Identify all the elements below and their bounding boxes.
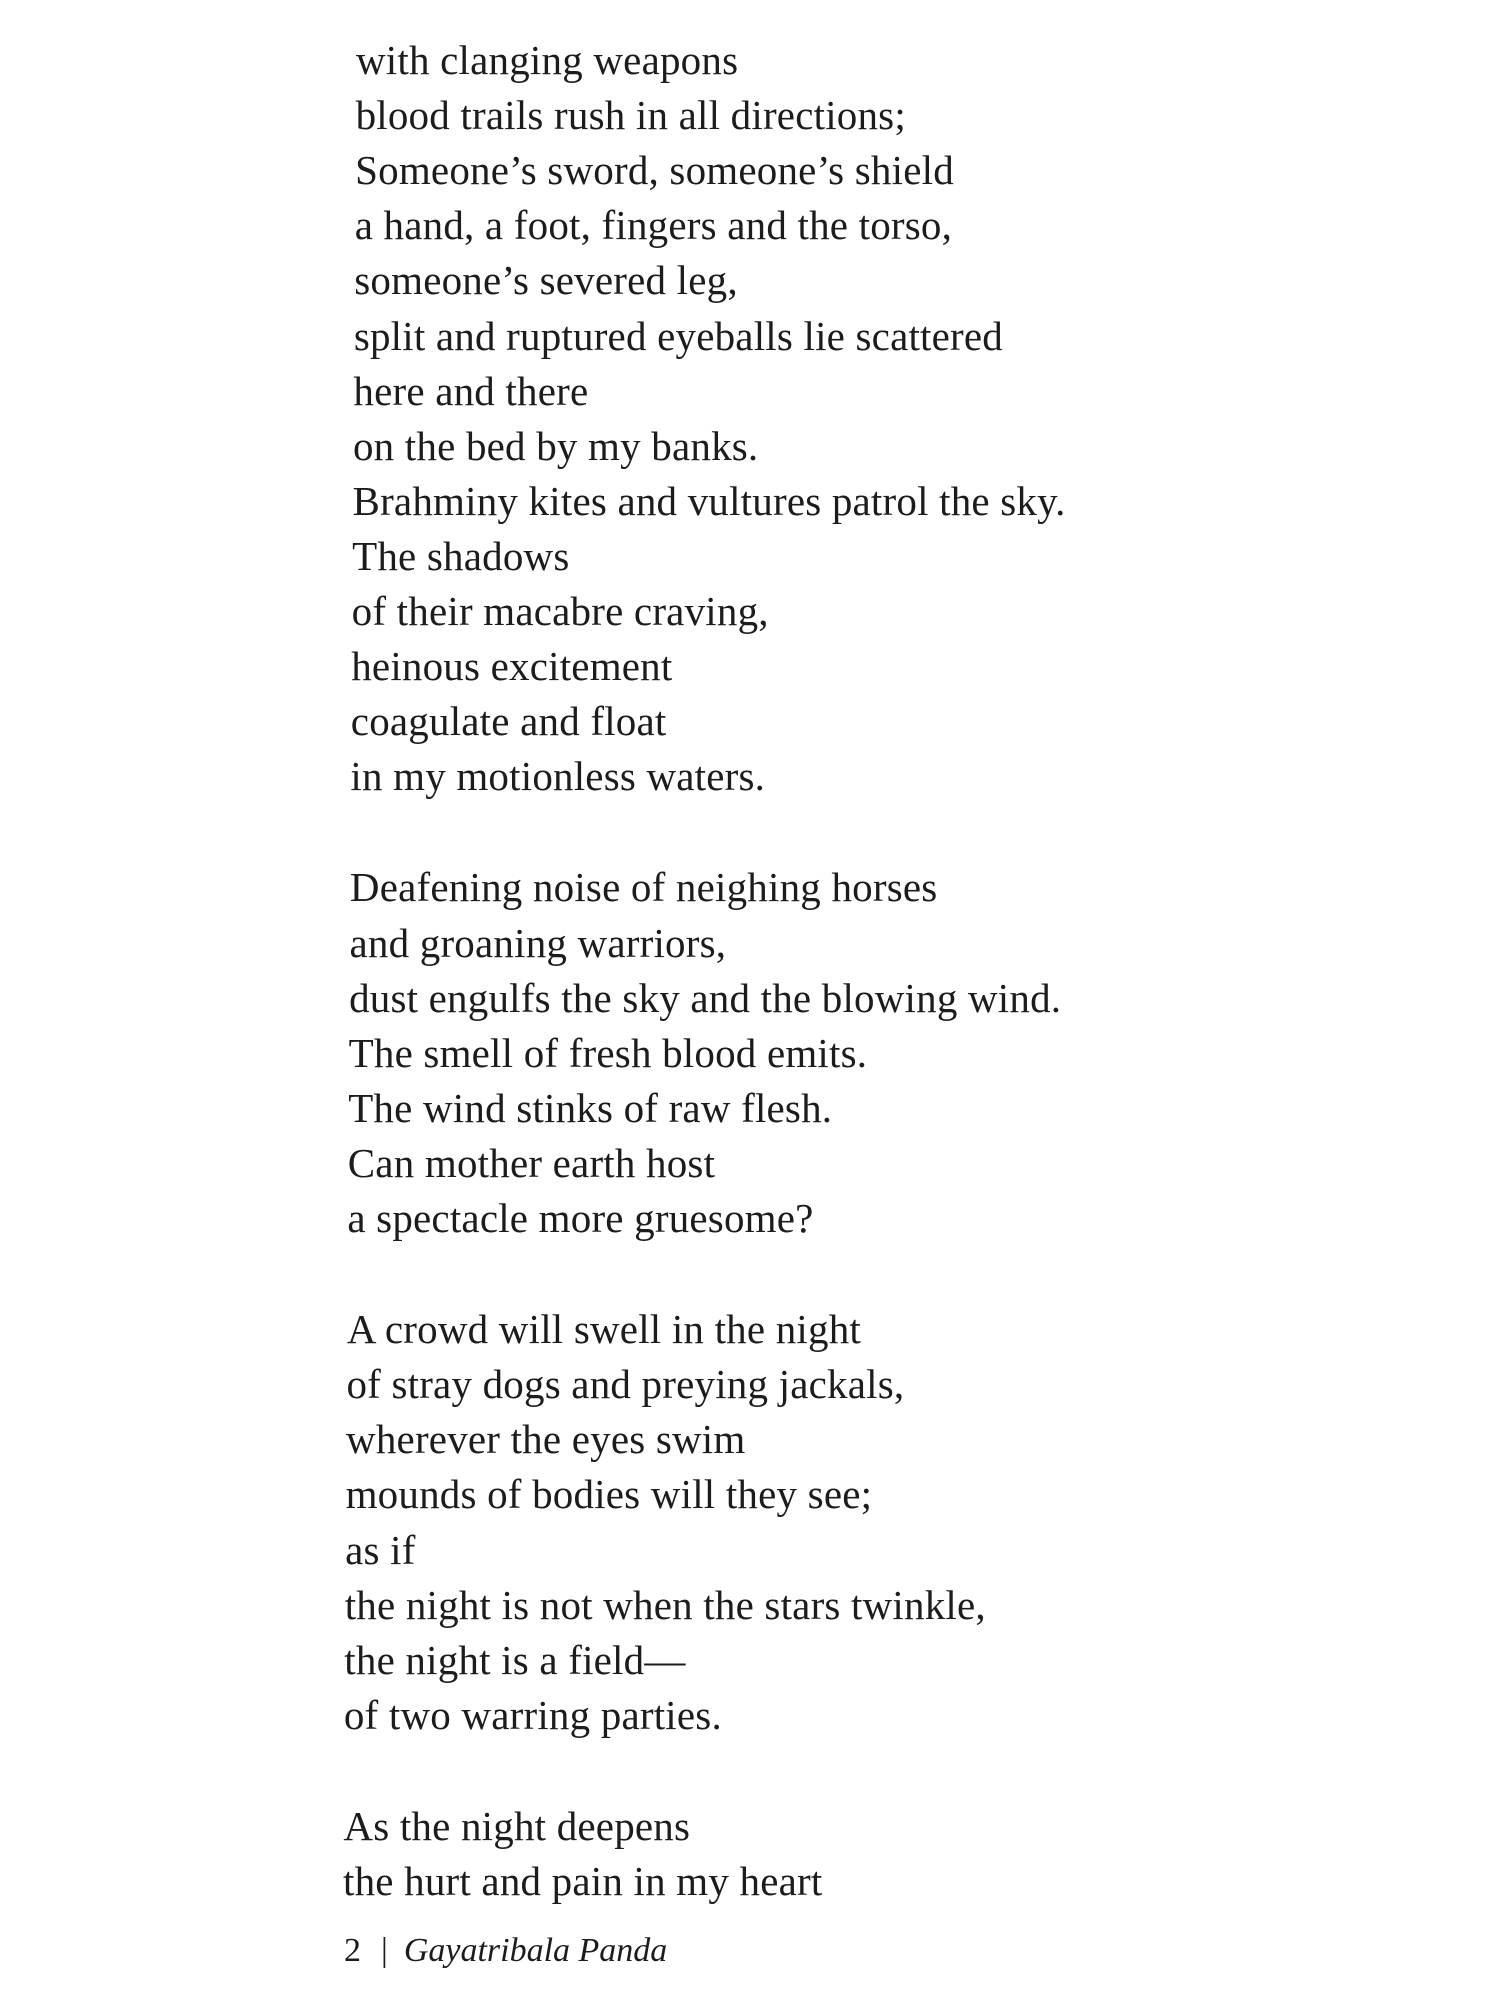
poem-line: in my motionless waters. [350, 753, 766, 800]
poem-line: on the bed by my banks. [352, 422, 759, 469]
poem-line: the night is a field— [344, 1636, 686, 1683]
poem-line: split and ruptured eyeballs lie scattered [353, 312, 1003, 359]
poem-line: The wind stinks of raw flesh. [348, 1084, 833, 1131]
poem-line: blood trails rush in all directions; [355, 92, 906, 139]
page-number: 2 [344, 1932, 361, 1969]
poem-line: the hurt and pain in my heart [343, 1858, 823, 1904]
poem-line: Deafening noise of neighing horses [349, 864, 938, 911]
poem-line: and groaning warriors, [349, 919, 727, 966]
poem-line: a spectacle more gruesome? [347, 1195, 814, 1241]
poem-line: as if [345, 1526, 416, 1573]
poem-line: As the night deepens [343, 1802, 691, 1849]
poem-line: mounds of bodies will they see; [345, 1471, 873, 1518]
poem-line: coagulate and float [350, 698, 667, 745]
poem-line: here and there [353, 367, 589, 414]
poem-line: dust engulfs the sky and the blowing wind. [349, 974, 1062, 1021]
poem-line: of two warring parties. [343, 1691, 722, 1738]
author-name: Gayatribala Panda [403, 1932, 668, 1969]
poem-line: Brahminy kites and vultures patrol the sky. [352, 477, 1066, 524]
poem-line: with clanging weapons [356, 37, 739, 83]
poem-line: wherever the eyes swim [346, 1416, 746, 1463]
poem-line: of stray dogs and preying jackals, [346, 1361, 905, 1408]
poem-line: heinous excitement [351, 643, 673, 690]
poem-line: a hand, a foot, fingers and the torso, [354, 202, 953, 249]
poem-line: A crowd will swell in the night [346, 1306, 861, 1353]
footer-separator: | [381, 1932, 388, 1969]
poem-line: The shadows [352, 532, 570, 579]
poem-line: Someone’s sword, someone’s shield [355, 147, 954, 194]
page-footer [344, 1929, 667, 1973]
poem-line: someone’s severed leg, [354, 257, 738, 304]
poem-line: the night is not when the stars twinkle, [344, 1581, 986, 1628]
poem-line: Can mother earth host [347, 1139, 716, 1186]
poem-line: of their macabre craving, [351, 588, 769, 634]
poem-line: The smell of fresh blood emits. [348, 1029, 868, 1076]
